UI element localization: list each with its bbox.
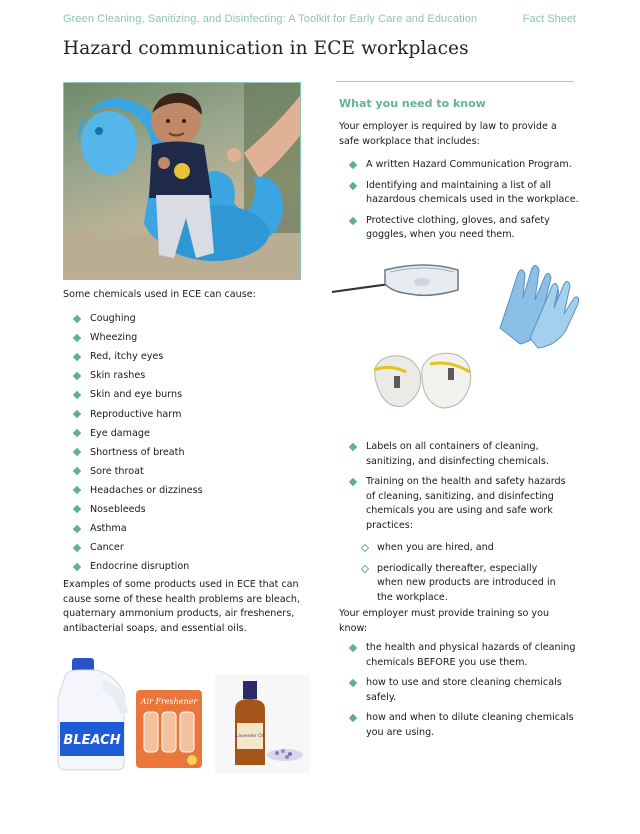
training-topics-list	[350, 641, 580, 747]
health-effect-item	[74, 347, 203, 366]
training-timing-item-text	[377, 562, 556, 606]
diamond-bullet-icon	[73, 372, 81, 380]
requirement-item-text	[366, 158, 572, 173]
training-topic-item-line: safely.	[366, 691, 397, 703]
training-timing-item-line: the workplace.	[377, 591, 448, 603]
examples-line: Examples of some products used in ECE that can	[63, 579, 299, 590]
health-effect-item	[74, 404, 203, 423]
training-topic-item-text	[366, 711, 574, 740]
health-effect-item	[74, 462, 203, 481]
health-effect-label: Coughing	[90, 313, 136, 325]
training-topic-item-text	[366, 676, 562, 705]
page-title: Hazard communication in ECE workplaces	[63, 38, 469, 59]
protective-gloves-image	[490, 258, 585, 350]
diamond-bullet-icon	[349, 714, 357, 722]
intro-line: Your employer is required by law to provide a	[339, 121, 557, 132]
training-topic-item	[350, 676, 580, 705]
health-effect-item	[74, 538, 203, 557]
labels-training-list	[350, 440, 580, 540]
svg-text:Air Freshener: Air Freshener	[140, 697, 198, 706]
hollow-diamond-bullet-icon	[361, 544, 369, 552]
diamond-bullet-icon	[73, 563, 81, 571]
svg-text:Lavender Oil: Lavender Oil	[235, 734, 265, 739]
essential-oil-bottle-image	[215, 675, 310, 773]
training-timing-item-text	[377, 541, 494, 556]
what-you-need-to-know-heading: What you need to know	[339, 97, 486, 110]
diamond-bullet-icon	[73, 543, 81, 551]
diamond-bullet-icon	[73, 429, 81, 437]
diamond-bullet-icon	[73, 410, 81, 418]
bleach-bottle-image	[50, 658, 140, 773]
training-topic-item-line: chemicals BEFORE you use them.	[366, 656, 528, 668]
requirement-item	[350, 158, 580, 173]
health-effect-label: Headaches or dizziness	[90, 484, 203, 496]
intro-line: safe workplace that includes:	[339, 135, 480, 147]
diamond-bullet-icon	[349, 679, 357, 687]
training-intro-line: know:	[339, 622, 368, 634]
health-effect-item	[74, 557, 203, 576]
requirement-item-text	[366, 214, 550, 243]
health-effects-list	[74, 309, 203, 576]
requirement-item-line: sanitizing, and disinfecting chemicals.	[366, 455, 549, 467]
health-effect-item	[74, 366, 203, 385]
requirement-item	[350, 214, 580, 243]
diamond-bullet-icon	[73, 505, 81, 513]
training-topic-item	[350, 641, 580, 670]
requirement-item-line: goggles, when you need them.	[366, 229, 515, 241]
training-timing-item-line: periodically thereafter, especially	[377, 562, 538, 574]
examples-line: cause some of these health problems are bleach,	[63, 593, 301, 605]
diamond-bullet-icon	[73, 391, 81, 399]
health-effect-label: Asthma	[90, 523, 127, 535]
diamond-bullet-icon	[349, 217, 357, 225]
requirement-item	[350, 475, 580, 533]
health-effect-item	[74, 519, 203, 538]
requirement-item-line: chemicals you are using and safe work	[366, 505, 553, 517]
training-topic-item-line: how and when to dilute cleaning chemicals	[366, 712, 574, 724]
requirement-item-line: hazardous chemicals used in the workplace.	[366, 194, 579, 206]
health-effect-label: Skin and eye burns	[90, 389, 183, 401]
diamond-bullet-icon	[349, 181, 357, 189]
diamond-bullet-icon	[349, 443, 357, 451]
health-effect-label: Cancer	[90, 542, 124, 554]
requirement-item	[350, 440, 580, 469]
health-effect-label: Nosebleeds	[90, 503, 146, 515]
training-topic-item	[350, 711, 580, 740]
employer-requirement-intro	[339, 120, 575, 149]
diamond-bullet-icon	[73, 486, 81, 494]
diamond-bullet-icon	[349, 161, 357, 169]
health-effect-item	[74, 309, 203, 328]
health-effect-item	[74, 328, 203, 347]
diamond-bullet-icon	[349, 478, 357, 486]
training-timing-sublist	[362, 541, 577, 611]
health-effect-label: Eye damage	[90, 427, 150, 439]
svg-text:BLEACH: BLEACH	[63, 733, 121, 748]
training-timing-item-line: when new products are introduced in	[377, 577, 556, 589]
requirement-item-line: Identifying and maintaining a list of all	[366, 179, 552, 191]
doc-type-label: Fact Sheet	[522, 13, 576, 25]
health-effect-label: Red, itchy eyes	[90, 351, 164, 363]
health-effect-item	[74, 424, 203, 443]
requirement-item-line: of cleaning, sanitizing, and disinfecting	[366, 490, 554, 502]
diamond-bullet-icon	[349, 644, 357, 652]
training-topic-item-line: how to use and store cleaning chemicals	[366, 677, 562, 689]
requirement-item-text	[366, 179, 579, 208]
safety-goggles-image	[330, 262, 462, 302]
training-intro-line: Your employer must provide training so you	[339, 608, 550, 619]
health-effect-label: Sore throat	[90, 465, 144, 477]
workplace-requirements-list	[350, 158, 580, 249]
requirement-item-line: Protective clothing, gloves, and safety	[366, 214, 550, 226]
training-intro	[339, 607, 575, 636]
requirement-item	[350, 179, 580, 208]
effects-intro: Some chemicals used in ECE can cause:	[63, 289, 256, 300]
health-effect-label: Wheezing	[90, 332, 138, 344]
requirement-item-text	[366, 475, 566, 533]
training-topic-item-text	[366, 641, 575, 670]
heading-divider	[336, 81, 574, 82]
training-topic-item-line: the health and physical hazards of cleaning	[366, 642, 576, 653]
health-effect-label: Endocrine disruption	[90, 561, 190, 573]
diamond-bullet-icon	[73, 448, 81, 456]
examples-line: quaternary ammonium products, air fresheners,	[63, 608, 295, 620]
health-effect-item	[74, 481, 203, 500]
child-photo-illustration	[64, 83, 301, 280]
health-effect-item	[74, 500, 203, 519]
requirement-item-line: A written Hazard Communication Program.	[366, 159, 572, 170]
health-effect-label: Reproductive harm	[90, 408, 182, 420]
examples-paragraph	[63, 578, 303, 636]
training-topic-item-line: you are using.	[366, 726, 435, 738]
health-effect-item	[74, 443, 203, 462]
air-freshener-image	[132, 690, 207, 770]
training-timing-item	[362, 541, 577, 556]
dust-masks-image	[370, 350, 478, 420]
diamond-bullet-icon	[73, 333, 81, 341]
requirement-item-line: Training on the health and safety hazards	[366, 476, 566, 488]
requirement-item-line: practices:	[366, 519, 414, 531]
toolkit-title: Green Cleaning, Sanitizing, and Disinfecting: A Toolkit for Early Care and Education	[63, 13, 478, 25]
diamond-bullet-icon	[73, 314, 81, 322]
training-timing-item-line: when you are hired, and	[377, 542, 494, 553]
training-timing-item	[362, 562, 577, 606]
child-on-rocking-toy-photo	[63, 82, 301, 280]
diamond-bullet-icon	[73, 524, 81, 532]
requirement-item-line: Labels on all containers of cleaning,	[366, 441, 539, 452]
diamond-bullet-icon	[73, 352, 81, 360]
health-effect-item	[74, 385, 203, 404]
examples-line: antibacterial soaps, and essential oils.	[63, 622, 247, 634]
requirement-item-text	[366, 440, 549, 469]
health-effect-label: Shortness of breath	[90, 446, 185, 458]
hollow-diamond-bullet-icon	[361, 564, 369, 572]
health-effect-label: Skin rashes	[90, 370, 146, 382]
diamond-bullet-icon	[73, 467, 81, 475]
